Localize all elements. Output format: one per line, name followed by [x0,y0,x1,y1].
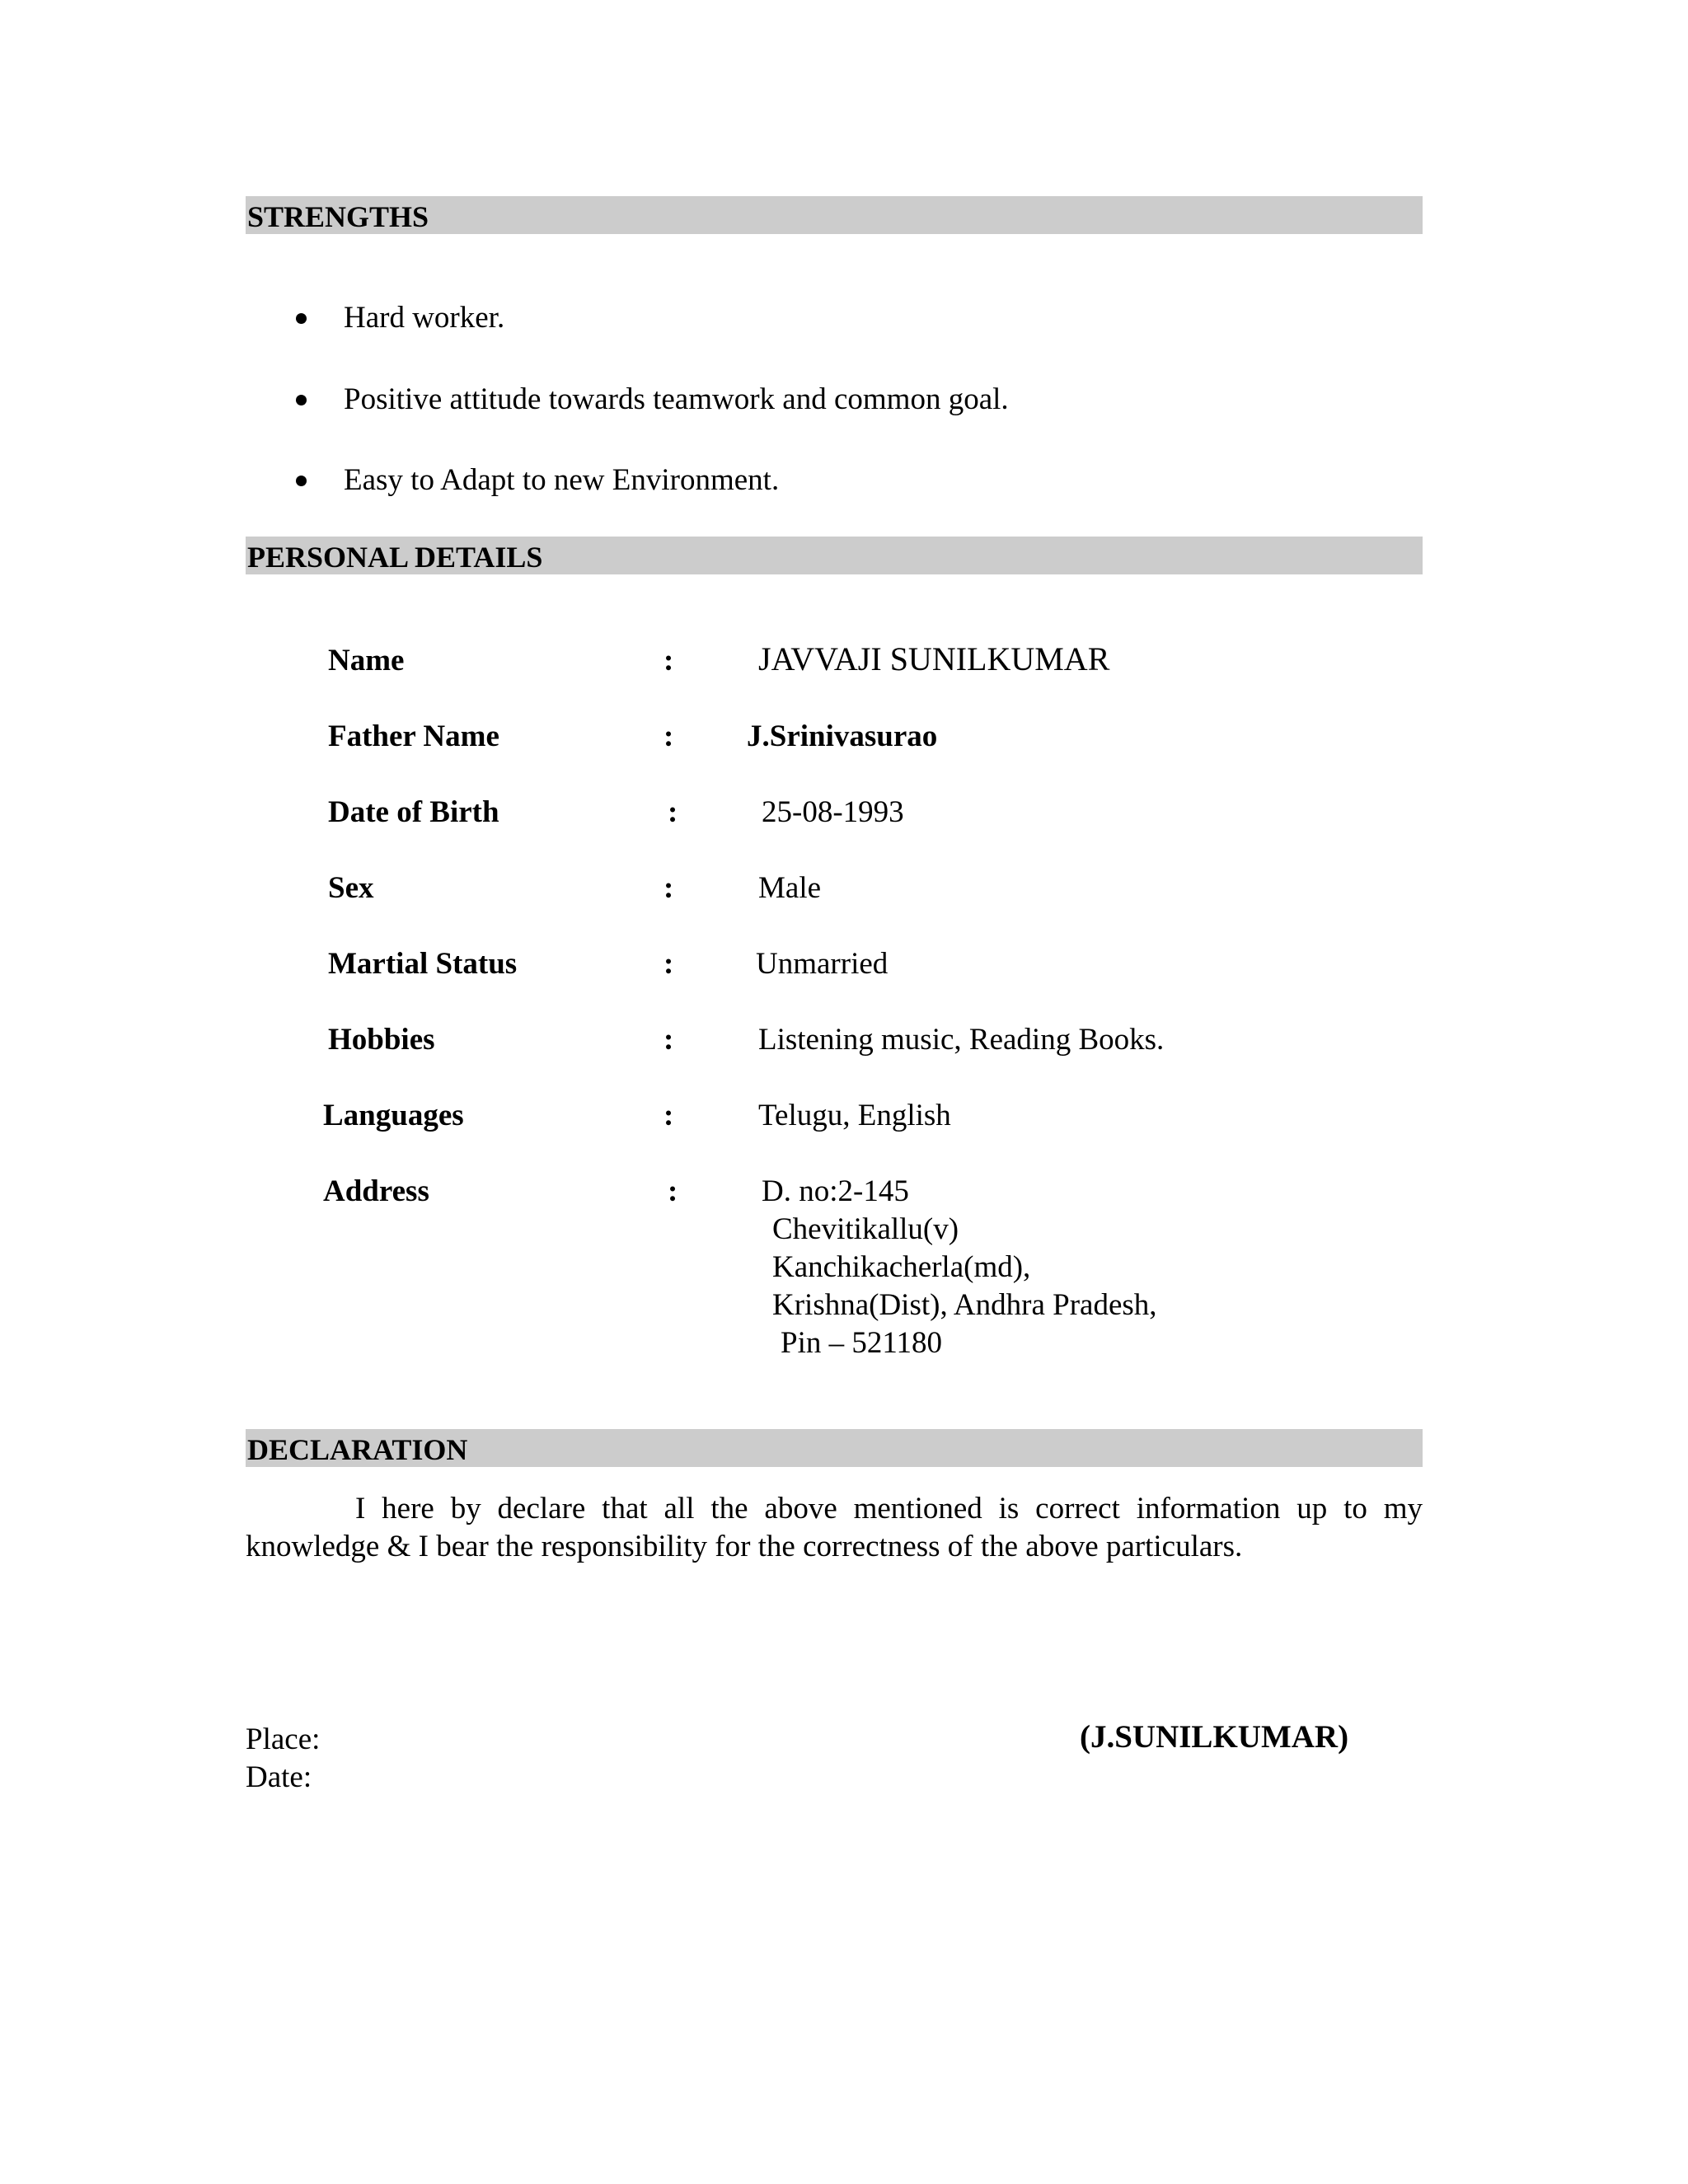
strength-text: Positive attitude towards teamwork and common goal. [344,382,1009,416]
strength-text: Hard worker. [344,301,505,335]
declaration-text: I here by declare that all the above mentioned is correct information up to my knowledge & I bear the responsibility for the correctness of the above particulars. [246,1492,1423,1563]
father-name-label: Father Name [328,719,499,753]
languages-colon: : [663,1099,674,1132]
place-label: Place: [246,1722,321,1756]
strengths-header: STRENGTHS [246,196,1423,234]
signature-name: (J.SUNILKUMAR) [1080,1719,1349,1755]
bullet-icon [296,395,307,405]
marital-status-colon: : [663,947,674,981]
marital-status-label: Martial Status [328,947,518,981]
father-name-colon: : [663,719,674,753]
sex-label: Sex [328,871,374,905]
name-label: Name [328,644,405,677]
hobbies-colon: : [663,1023,674,1057]
declaration-header: DECLARATION [246,1429,1423,1467]
address-label: Address [323,1174,429,1208]
bullet-icon [296,476,307,486]
date-label: Date: [246,1760,312,1794]
name-value: JAVVAJI SUNILKUMAR [758,640,1110,677]
dob-value: 25-08-1993 [762,795,904,829]
strength-text: Easy to Adapt to new Environment. [344,463,780,497]
sex-colon: : [663,871,674,905]
address-line-2: Chevitikallu(v) [772,1212,959,1246]
personal-details-header: PERSONAL DETAILS [246,537,1423,574]
address-line-4: Krishna(Dist), Andhra Pradesh, [772,1288,1157,1322]
hobbies-value: Listening music, Reading Books. [758,1023,1165,1057]
address-line-1: D. no:2-145 [762,1174,909,1208]
languages-label: Languages [323,1099,464,1132]
dob-colon: : [668,795,678,829]
marital-status-value: Unmarried [756,947,889,981]
languages-value: Telugu, English [758,1099,951,1132]
bullet-icon [296,313,307,324]
sex-value: Male [758,871,822,905]
hobbies-label: Hobbies [328,1023,435,1057]
address-line-3: Kanchikacherla(md), [772,1250,1031,1284]
dob-label: Date of Birth [328,795,499,829]
name-colon: : [663,644,674,677]
father-name-value: J.Srinivasurao [747,719,938,753]
address-colon: : [668,1174,678,1208]
address-line-5: Pin – 521180 [781,1326,942,1360]
